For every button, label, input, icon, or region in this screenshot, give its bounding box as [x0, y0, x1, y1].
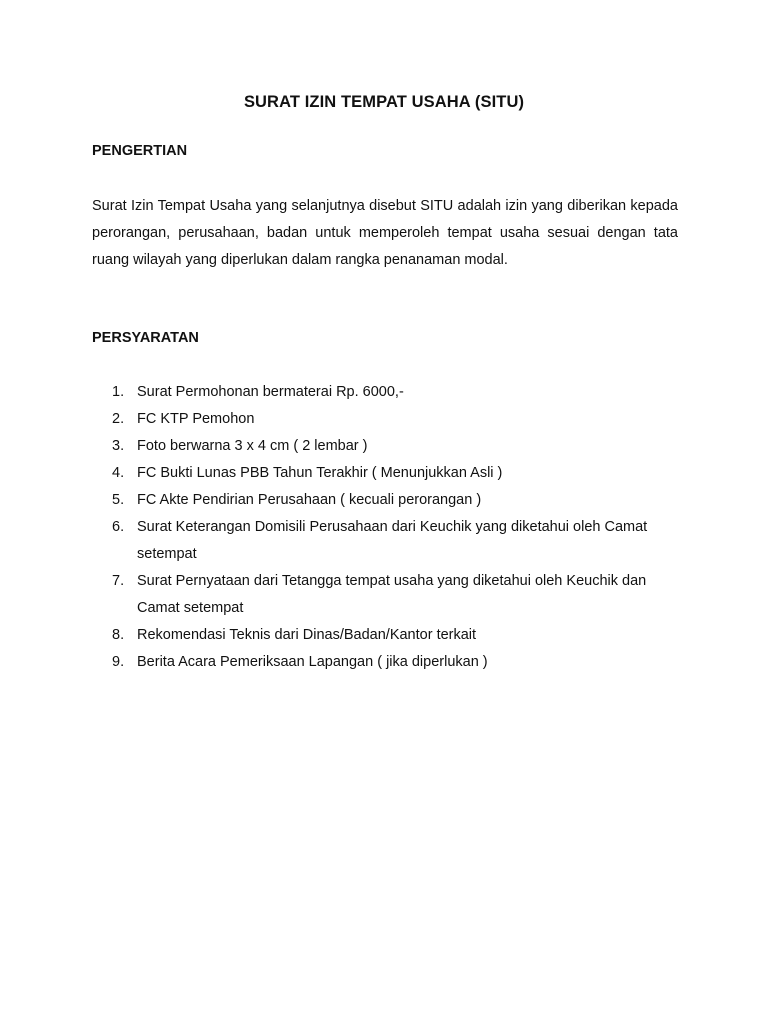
list-item-text: Rekomendasi Teknis dari Dinas/Badan/Kantor terkait	[137, 627, 477, 643]
list-item-text: Surat Permohonan bermaterai Rp. 6000,-	[137, 384, 404, 400]
list-item	[92, 514, 682, 568]
list-item-number: 9.	[112, 654, 125, 670]
list-item	[92, 433, 682, 460]
list-item-text: Berita Acara Pemeriksaan Lapangan ( jika diperlukan )	[137, 654, 488, 670]
list-item-text: Surat Pernyataan dari Tetangga tempat usaha yang diketahui oleh Keuchik dan Camat setempat	[137, 573, 647, 616]
list-item-text: Surat Keterangan Domisili Perusahaan dari Keuchik yang diketahui oleh Camat setempat	[137, 519, 648, 562]
list-item-text: Foto berwarna 3 x 4 cm ( 2 lembar )	[137, 438, 368, 454]
document-title: SURAT IZIN TEMPAT USAHA (SITU)	[243, 93, 525, 111]
list-item	[92, 487, 682, 514]
list-item-number: 8.	[112, 627, 125, 643]
list-item-number: 6.	[112, 519, 125, 535]
list-item-number: 3.	[112, 438, 125, 454]
pengertian-paragraph: Surat Izin Tempat Usaha yang selanjutnya disebut SITU adalah izin yang diberikan kepada perorangan, perusahaan, badan untuk memperoleh tempat usaha sesuai dengan tata ruang wilayah yang diperlukan dalam rangka penanaman modal.	[92, 198, 678, 268]
list-item-number: 1.	[112, 384, 125, 400]
section-heading-persyaratan: PERSYARATAN	[92, 330, 199, 346]
section-heading-pengertian: PENGERTIAN	[92, 143, 188, 159]
list-item	[92, 406, 682, 433]
requirements-list	[92, 379, 682, 676]
list-item	[92, 649, 682, 676]
list-item-number: 2.	[112, 411, 125, 427]
list-item-number: 4.	[112, 465, 125, 481]
list-item	[92, 460, 682, 487]
list-item-text: FC KTP Pemohon	[137, 411, 255, 427]
list-item-text: FC Bukti Lunas PBB Tahun Terakhir ( Menunjukkan Asli )	[137, 465, 503, 481]
list-item	[92, 622, 682, 649]
list-item	[92, 568, 682, 622]
list-item-number: 5.	[112, 492, 125, 508]
list-item-number: 7.	[112, 573, 125, 589]
list-item-text: FC Akte Pendirian Perusahaan ( kecuali perorangan )	[137, 492, 482, 508]
list-item	[92, 379, 682, 406]
